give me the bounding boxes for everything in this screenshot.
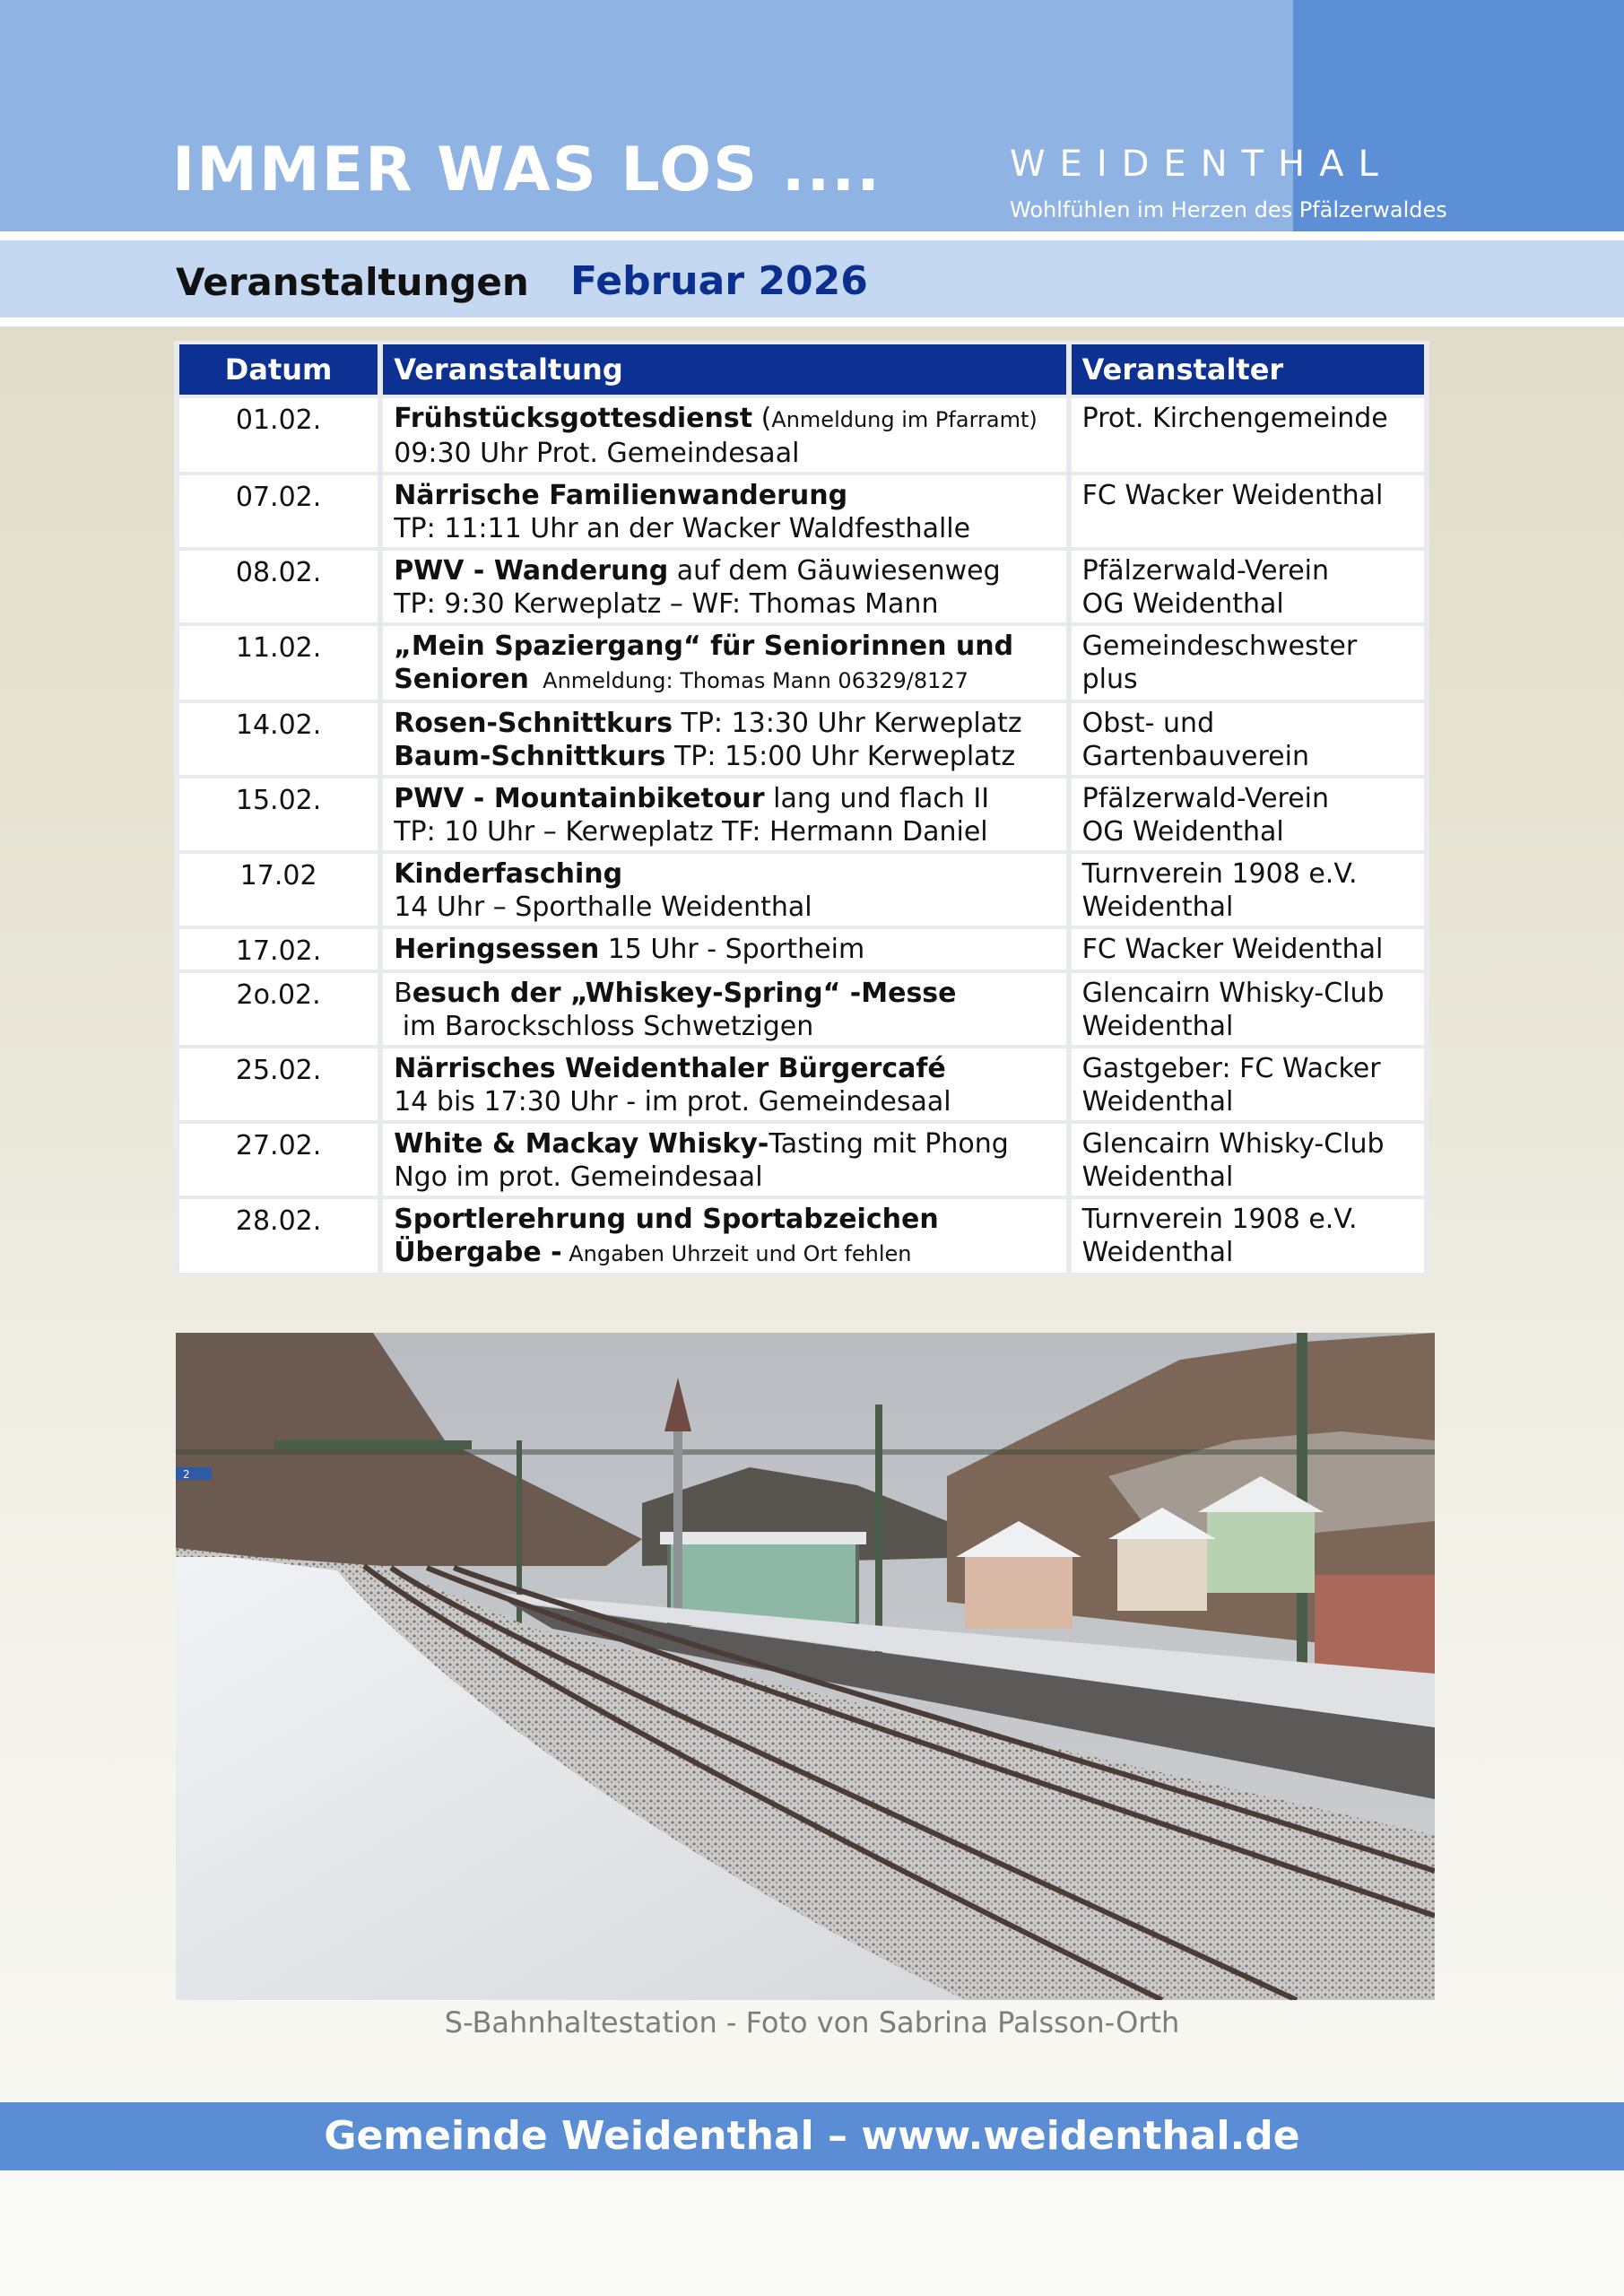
event-date: 15.02.: [179, 778, 378, 850]
event-date: 27.02.: [179, 1124, 378, 1196]
divider: [0, 317, 1624, 326]
event-title: Närrisches Weidenthaler Bürgercafé: [394, 1053, 946, 1084]
event-title-line2: Übergabe -: [394, 1237, 562, 1268]
event-cell: [383, 929, 1065, 970]
organizer-cell: [1072, 778, 1424, 850]
table-row: [179, 1048, 1424, 1120]
organizer-cell: [1072, 973, 1424, 1045]
event-title: Rosen-Schnittkurs: [394, 708, 673, 739]
event-cell: [383, 626, 1065, 700]
event-title: PWV - Wanderung: [394, 555, 669, 587]
event-details: TP: 15:00 Uhr Kerweplatz: [665, 741, 1016, 772]
event-cell: [383, 398, 1065, 472]
table-row: [179, 1124, 1424, 1196]
organizer-cell: [1072, 398, 1424, 472]
table-row: [179, 1199, 1424, 1273]
organizer-name: Glencairn Whisky-Club: [1081, 1128, 1385, 1160]
organizer-cell: [1072, 1199, 1424, 1273]
table-row: [179, 778, 1424, 850]
events-table: [174, 341, 1429, 1276]
event-cell: [383, 973, 1065, 1045]
event-title: Heringsessen: [394, 934, 600, 965]
event-title-line2: Baum-Schnittkurs: [394, 741, 666, 772]
event-text: (: [752, 403, 772, 434]
event-details: TP: 10 Uhr – Kerweplatz TF: Hermann Daniel: [394, 816, 988, 848]
event-text: TP: 13:30 Uhr Kerweplatz: [672, 708, 1022, 739]
event-title: PWV - Mountainbiketour: [394, 783, 765, 814]
organizer-name-line2: Weidenthal: [1081, 1086, 1234, 1118]
column-header-organizer: Veranstalter: [1072, 344, 1424, 395]
event-title: esuch der „Whiskey-Spring“ -Messe: [412, 978, 957, 1009]
brand-slogan: Wohlfühlen im Herzen des Pfälzerwaldes: [1010, 197, 1447, 222]
organizer-cell: [1072, 1048, 1424, 1120]
organizer-name-line2: Weidenthal: [1081, 1237, 1234, 1268]
event-title: White & Mackay Whisky-: [394, 1128, 769, 1160]
event-cell: [383, 1124, 1065, 1196]
table-row: [179, 551, 1424, 622]
organizer-name: Prot. Kirchengemeinde: [1081, 403, 1388, 434]
station-photo-illustration: [176, 1333, 1435, 2000]
house: [1117, 1539, 1207, 1611]
church-spire: [673, 1431, 682, 1620]
event-text: lang und flach II: [764, 783, 990, 814]
station-photo: [176, 1333, 1435, 2000]
event-title: Frühstücksgottesdienst: [394, 403, 753, 434]
organizer-name-line2: OG Weidenthal: [1081, 588, 1284, 620]
event-details: TP: 11:11 Uhr an der Wacker Waldfesthalle: [394, 513, 971, 544]
organizer-name: Turnverein 1908 e.V.: [1081, 1204, 1358, 1235]
event-title: Sportlerehrung und Sportabzeichen: [394, 1204, 939, 1235]
event-details: TP: 9:30 Kerweplatz – WF: Thomas Mann: [394, 588, 939, 620]
organizer-cell: [1072, 626, 1424, 700]
catenary-wire: [176, 1449, 1435, 1455]
event-date: 07.02.: [179, 475, 378, 547]
event-cell: [383, 1048, 1065, 1120]
brand-name: WEIDENTHAL: [1010, 144, 1393, 185]
house: [965, 1557, 1073, 1629]
shelter-roof: [660, 1532, 866, 1544]
event-date: 08.02.: [179, 551, 378, 622]
organizer-name-line2: Weidenthal: [1081, 891, 1234, 923]
event-date: 2o.02.: [179, 973, 378, 1045]
organizer-name: Turnverein 1908 e.V.: [1081, 858, 1358, 890]
organizer-name-line2: Weidenthal: [1081, 1011, 1234, 1042]
divider: [0, 231, 1624, 240]
organizer-name: FC Wacker Weidenthal: [1081, 934, 1384, 965]
organizer-name: Gastgeber: FC Wacker: [1081, 1053, 1381, 1084]
organizer-cell: [1072, 854, 1424, 926]
event-date: 17.02: [179, 854, 378, 926]
organizer-name: Gemeindeschwester: [1081, 631, 1358, 662]
organizer-name-line2: plus: [1081, 664, 1138, 695]
table-row: [179, 973, 1424, 1045]
organizer-cell: [1072, 551, 1424, 622]
event-cell: [383, 551, 1065, 622]
table-row: [179, 475, 1424, 547]
event-text: Tasting mit Phong: [769, 1128, 1009, 1160]
organizer-name-line2: Gartenbauverein: [1081, 741, 1309, 772]
event-text: B: [394, 978, 413, 1009]
table-row: [179, 854, 1424, 926]
page-title: IMMER WAS LOS ....: [172, 135, 882, 205]
house: [1207, 1512, 1315, 1593]
organizer-name: Pfälzerwald-Verein: [1081, 555, 1330, 587]
event-details: Ngo im prot. Gemeindesaal: [394, 1161, 763, 1193]
table-row: [179, 626, 1424, 700]
organizer-cell: [1072, 1124, 1424, 1196]
event-details: 14 Uhr – Sporthalle Weidenthal: [394, 891, 812, 923]
event-title: „Mein Spaziergang“ für Seniorinnen und: [394, 631, 1014, 662]
column-header-event: Veranstaltung: [383, 344, 1065, 395]
organizer-name: FC Wacker Weidenthal: [1081, 480, 1384, 511]
table-row: [179, 929, 1424, 970]
event-text: 15 Uhr - Sportheim: [599, 934, 865, 965]
event-date: 25.02.: [179, 1048, 378, 1120]
section-month: Februar 2026: [570, 258, 868, 304]
organizer-cell: [1072, 703, 1424, 775]
event-details: 14 bis 17:30 Uhr - im prot. Gemeindesaal: [394, 1086, 951, 1118]
table-header-row: [179, 344, 1424, 395]
organizer-name: Glencairn Whisky-Club: [1081, 978, 1385, 1009]
organizer-name: Obst- und: [1081, 708, 1215, 739]
section-label: Veranstaltungen: [176, 260, 529, 304]
event-title-line2: Senioren: [394, 664, 529, 695]
footer-text: Gemeinde Weidenthal – www.weidenthal.de: [324, 2113, 1300, 2159]
event-cell: [383, 703, 1065, 775]
event-date: 17.02.: [179, 929, 378, 970]
event-cell: [383, 475, 1065, 547]
event-note: Anmeldung: Thomas Mann 06329/8127: [528, 668, 968, 693]
column-header-date: Datum: [179, 344, 378, 395]
event-title: Kinderfasching: [394, 858, 623, 890]
event-cell: [383, 1199, 1065, 1273]
platform-sign: [176, 1467, 212, 1480]
event-text: auf dem Gäuwiesenweg: [668, 555, 1001, 587]
table-row: [179, 703, 1424, 775]
organizer-name: Pfälzerwald-Verein: [1081, 783, 1330, 814]
organizer-name-line2: Weidenthal: [1081, 1161, 1234, 1193]
organizer-cell: [1072, 475, 1424, 547]
event-note: Anmeldung im Pfarramt): [771, 407, 1038, 432]
brick-house: [1315, 1575, 1435, 1674]
event-note: Angaben Uhrzeit und Ort fehlen: [561, 1241, 912, 1266]
event-cell: [383, 778, 1065, 850]
event-date: 11.02.: [179, 626, 378, 700]
platform-sign-number: 2: [183, 1468, 190, 1481]
event-title: Närrische Familienwanderung: [394, 480, 848, 511]
event-date: 28.02.: [179, 1199, 378, 1273]
signal-gantry: [274, 1440, 472, 1449]
table-row: [179, 398, 1424, 472]
event-cell: [383, 854, 1065, 926]
photo-caption: S-Bahnhaltestation - Foto von Sabrina Palsson-Orth: [444, 2005, 1180, 2039]
event-date: 14.02.: [179, 703, 378, 775]
event-details: 09:30 Uhr Prot. Gemeindesaal: [394, 438, 800, 469]
event-date: 01.02.: [179, 398, 378, 472]
event-details: im Barockschloss Schwetzigen: [394, 1011, 814, 1042]
organizer-name-line2: OG Weidenthal: [1081, 816, 1284, 848]
organizer-cell: [1072, 929, 1424, 970]
